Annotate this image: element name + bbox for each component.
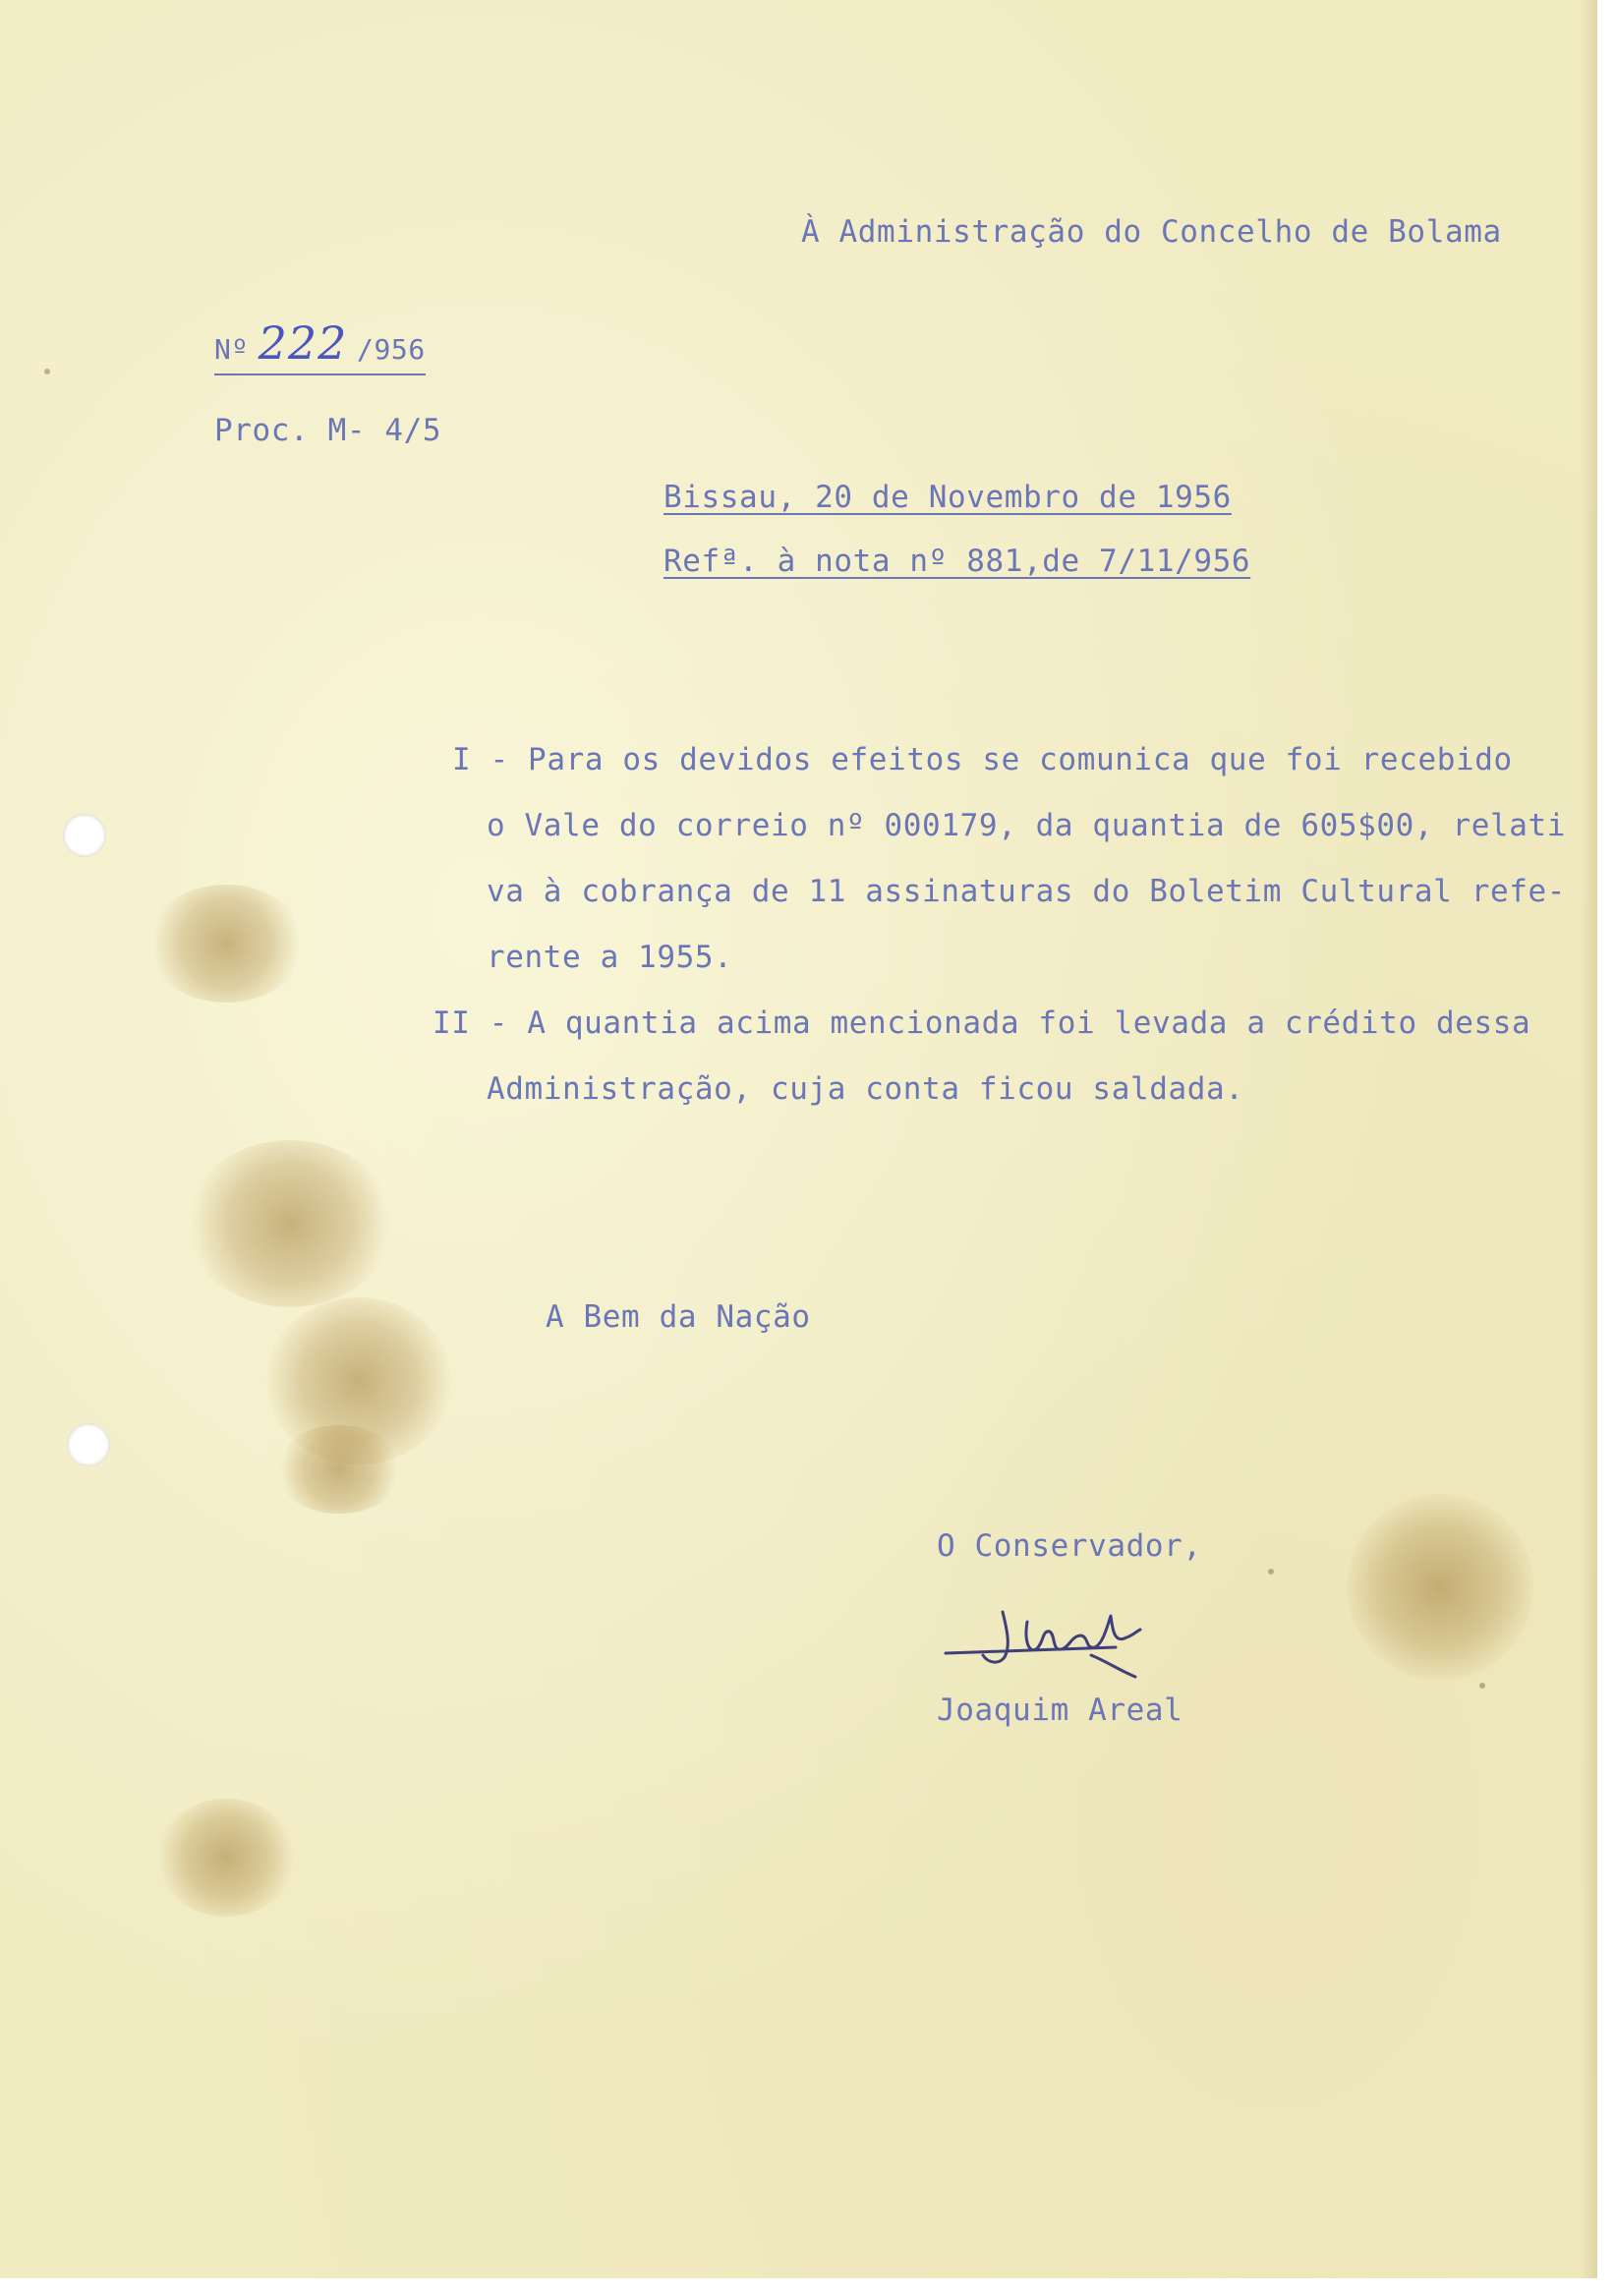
proc-line: Proc. M- 4/5 <box>214 413 442 448</box>
paragraph-line: va à cobrança de 11 assinaturas do Boletim Cultural refe- <box>487 874 1567 909</box>
paragraph-line: II - A quantia acima mencionada foi levada a crédito dessa <box>433 1005 1531 1041</box>
stain <box>157 1799 295 1917</box>
stain <box>147 885 305 1003</box>
signatory-name: Joaquim Areal <box>937 1693 1183 1728</box>
document-number <box>214 316 426 375</box>
number-prefix: Nº <box>214 333 249 366</box>
speck <box>44 369 50 374</box>
closing: A Bem da Nação <box>546 1299 811 1335</box>
punch-hole <box>63 814 106 857</box>
number-handwritten: 222 <box>258 316 348 370</box>
speck <box>1268 1569 1274 1575</box>
paragraph-line: o Vale do correio nº 000179, da quantia de 605$00, relati <box>487 808 1567 843</box>
stain <box>1347 1494 1533 1681</box>
signatory-title: O Conservador, <box>937 1528 1202 1564</box>
recipient-line: À Administração do Concelho de Bolama <box>801 214 1502 250</box>
place-date: Bissau, 20 de Novembro de 1956 <box>663 480 1232 515</box>
paragraph-line: rente a 1955. <box>487 940 733 975</box>
signature <box>934 1592 1209 1681</box>
stain <box>187 1140 393 1307</box>
signature-scrawl <box>934 1592 1209 1681</box>
paper-edge <box>1580 0 1597 2278</box>
speck <box>1479 1683 1485 1689</box>
paragraph-line: I - Para os devidos efeitos se comunica que foi recebido <box>452 742 1513 777</box>
paragraph-line: Administração, cuja conta ficou saldada. <box>487 1071 1244 1107</box>
number-suffix: /956 <box>357 333 426 366</box>
punch-hole <box>67 1423 110 1466</box>
reference-line: Refª. à nota nº 881,de 7/11/956 <box>663 544 1251 579</box>
stain <box>275 1425 403 1514</box>
